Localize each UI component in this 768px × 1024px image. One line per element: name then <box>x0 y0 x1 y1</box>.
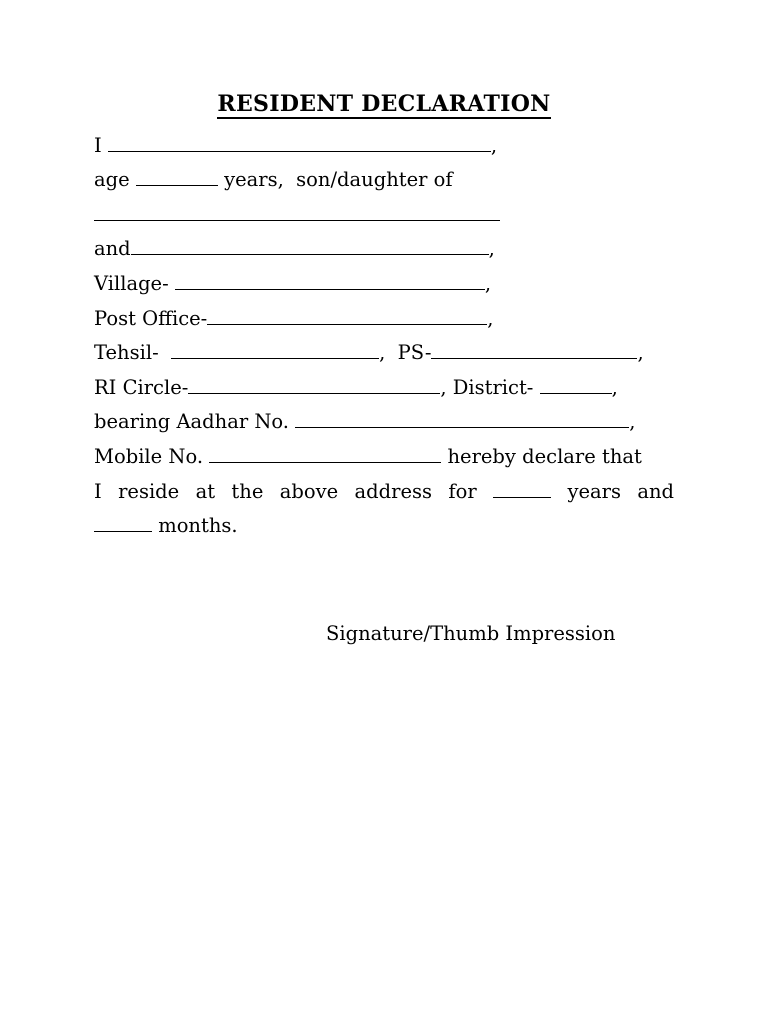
mobile-suffix: hereby declare that <box>447 445 642 468</box>
ps-label: , PS- <box>379 341 432 364</box>
age-prefix: age <box>94 168 130 191</box>
parent-line <box>94 203 500 227</box>
months-blank[interactable] <box>94 514 152 532</box>
mobile-label: Mobile No. <box>94 445 204 468</box>
and-line <box>94 237 495 261</box>
district-suffix: , <box>611 376 618 399</box>
reside-text: I reside at the above address for <box>94 480 477 503</box>
district-label: , District- <box>440 376 534 399</box>
age-blank[interactable] <box>136 168 218 186</box>
age-line <box>94 168 453 192</box>
ps-blank[interactable] <box>431 341 637 359</box>
post-office-line <box>94 307 493 331</box>
second-parent-blank[interactable] <box>131 237 489 255</box>
months-line <box>94 514 238 538</box>
age-suffix: years, son/daughter of <box>224 168 453 191</box>
ri-circle-label: RI Circle- <box>94 376 189 399</box>
aadhar-line <box>94 410 635 434</box>
village-suffix: , <box>484 272 492 295</box>
aadhar-blank[interactable] <box>295 410 629 428</box>
years-blank[interactable] <box>493 480 551 498</box>
and-prefix: and <box>94 237 131 260</box>
parent-name-blank[interactable] <box>94 203 500 221</box>
post-office-suffix: , <box>487 307 494 330</box>
village-blank[interactable] <box>175 272 485 290</box>
ps-suffix: , <box>637 341 644 364</box>
tehsil-label: Tehsil- <box>94 341 159 364</box>
years-suffix: years and <box>567 480 674 503</box>
ri-circle-line <box>94 376 618 400</box>
name-suffix: , <box>490 134 498 157</box>
ri-circle-blank[interactable] <box>188 376 440 394</box>
name-blank[interactable] <box>108 134 491 152</box>
post-office-label: Post Office- <box>94 307 208 330</box>
aadhar-label: bearing Aadhar No. <box>94 410 289 433</box>
name-line <box>94 134 497 158</box>
mobile-blank[interactable] <box>209 445 441 463</box>
reside-line <box>94 480 674 504</box>
village-line <box>94 272 491 296</box>
mobile-line <box>94 445 642 469</box>
document-title-text: RESIDENT DECLARATION <box>217 91 551 117</box>
post-office-blank[interactable] <box>207 307 487 325</box>
months-suffix: months. <box>158 514 238 537</box>
district-blank[interactable] <box>540 376 612 394</box>
and-suffix: , <box>488 237 495 260</box>
tehsil-blank[interactable] <box>171 341 379 359</box>
tehsil-line <box>94 341 644 365</box>
village-label: Village- <box>94 272 169 295</box>
aadhar-suffix: , <box>629 410 636 433</box>
document-title <box>0 88 768 120</box>
name-prefix: I <box>94 134 102 157</box>
signature-label: Signature/Thumb Impression <box>326 622 616 645</box>
